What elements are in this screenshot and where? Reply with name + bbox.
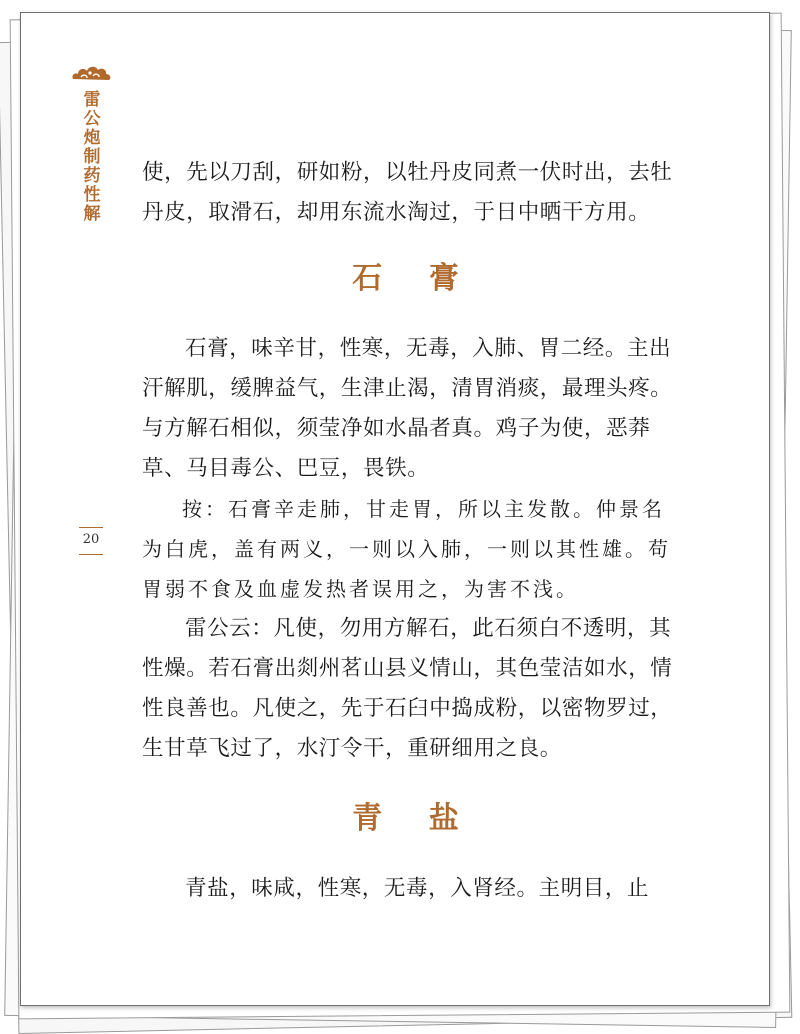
running-title-char: 炮 <box>83 128 101 148</box>
running-title-char: 药 <box>83 166 101 186</box>
running-title-char: 解 <box>83 204 101 224</box>
auspicious-cloud-icon <box>69 63 113 85</box>
paragraph-properties: 青盐，味咸，性寒，无毒，入肾经。主明目，止 <box>185 876 650 901</box>
running-title-char: 性 <box>83 185 101 205</box>
book-page <box>20 12 770 1006</box>
running-title-char: 雷 <box>83 90 101 110</box>
paragraph-leigong: 雷公云：凡使，勿用方解石，此石须白不透明，其性燥。若石膏出剡州茗山县义情山，其色莹洁如水，情性良善也。凡使之，先于石臼中捣成粉，以密物罗过，生甘草飞过了，水汀令干，重研细用之良。 <box>142 616 673 761</box>
running-title <box>79 91 105 224</box>
continued-paragraph: 使，先以刀刮，研如粉，以牡丹皮同煮一伏时出，去牡丹皮，取滑石，却用东流水淘过，于日中晒干方用。 <box>142 160 673 225</box>
running-title-char: 制 <box>83 147 101 167</box>
paragraph-commentary: 按：石膏辛走肺，甘走胃，所以主发散。仲景名为白虎，盖有两义，一则以入肺，一则以其性雄。苟胃弱不食及血虚发热者误用之，为害不浅。 <box>142 497 671 601</box>
section-title-qingyan: 青 盐 <box>352 801 477 836</box>
paragraph-properties: 石膏，味辛甘，性寒，无毒，入肺、胃二经。主出汗解肌，缓脾益气，生津止渴，清胃消痰，最理头疼。与方解石相似，须莹净如水晶者真。鸡子为使，恶莽草、马目毒公、巴豆，畏铁。 <box>142 336 673 481</box>
running-title-char: 公 <box>83 109 101 129</box>
body-text <box>142 153 687 909</box>
folio-rule <box>79 527 103 528</box>
page-number: 20 <box>82 532 100 547</box>
folio-rule <box>79 554 103 555</box>
section-title-shigao: 石 膏 <box>352 261 477 296</box>
